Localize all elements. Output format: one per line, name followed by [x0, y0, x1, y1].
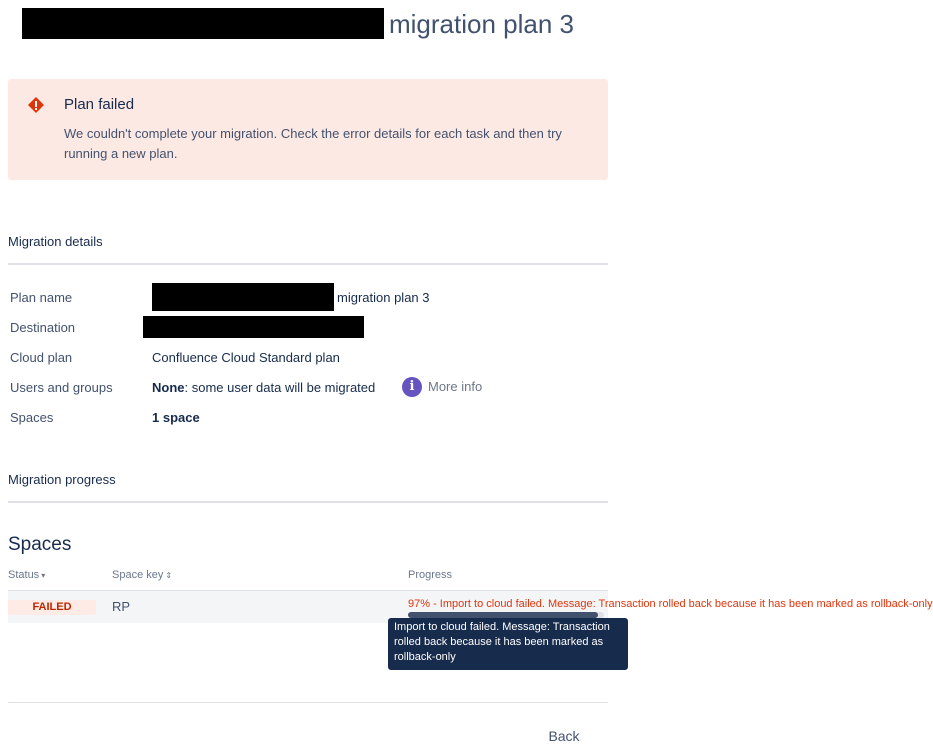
- progress-column-header: Progress: [408, 569, 453, 581]
- status-badge: FAILED: [8, 600, 96, 615]
- spaces-heading: Spaces: [8, 534, 72, 555]
- redacted-title: [22, 8, 384, 39]
- cloud-plan-label: Cloud plan: [10, 350, 73, 365]
- migration-details-heading: Migration details: [8, 234, 103, 249]
- users-value-bold: None: [152, 380, 185, 395]
- back-button[interactable]: Back: [536, 722, 592, 750]
- error-tooltip: Import to cloud failed. Message: Transaction rolled back because it has been marked as rollback-only: [388, 618, 628, 670]
- status-header-label: Status: [8, 569, 40, 581]
- migration-progress-heading: Migration progress: [8, 472, 116, 487]
- page-title: migration plan 3: [389, 9, 574, 39]
- space-key-column-header[interactable]: [112, 569, 172, 581]
- more-info-link[interactable]: More info: [428, 379, 483, 394]
- error-icon: [27, 96, 45, 114]
- status-column-header[interactable]: [8, 569, 45, 581]
- destination-label: Destination: [10, 320, 76, 335]
- users-and-groups-label: Users and groups: [10, 380, 113, 395]
- spaces-value: 1 space: [152, 410, 200, 425]
- redacted-plan-name: [152, 283, 334, 311]
- sort-icon: ⇕: [165, 571, 173, 580]
- users-value-rest: : some user data will be migrated: [184, 380, 376, 395]
- flag-title: Plan failed: [64, 96, 135, 113]
- divider: [8, 702, 608, 703]
- flag-message: We couldn't complete your migration. Check the error details for each task and then try running a new plan.: [64, 126, 562, 161]
- info-icon[interactable]: i: [402, 377, 422, 397]
- progress-text[interactable]: 97% - Import to cloud failed. Message: Transaction rolled back because it has been marked as rollback-only: [408, 598, 933, 610]
- plan-name-label: Plan name: [10, 290, 73, 305]
- space-key-header-label: Space key: [112, 569, 164, 581]
- divider: [8, 501, 608, 503]
- divider: [8, 263, 608, 265]
- users-and-groups-value: [152, 380, 375, 395]
- redacted-destination: [143, 316, 364, 338]
- plan-name-value: migration plan 3: [337, 290, 430, 305]
- sort-desc-icon: ▾: [41, 571, 46, 580]
- error-flag: [8, 79, 608, 180]
- spaces-label: Spaces: [10, 410, 54, 425]
- space-key-cell: RP: [112, 599, 131, 614]
- cloud-plan-value: Confluence Cloud Standard plan: [152, 350, 340, 365]
